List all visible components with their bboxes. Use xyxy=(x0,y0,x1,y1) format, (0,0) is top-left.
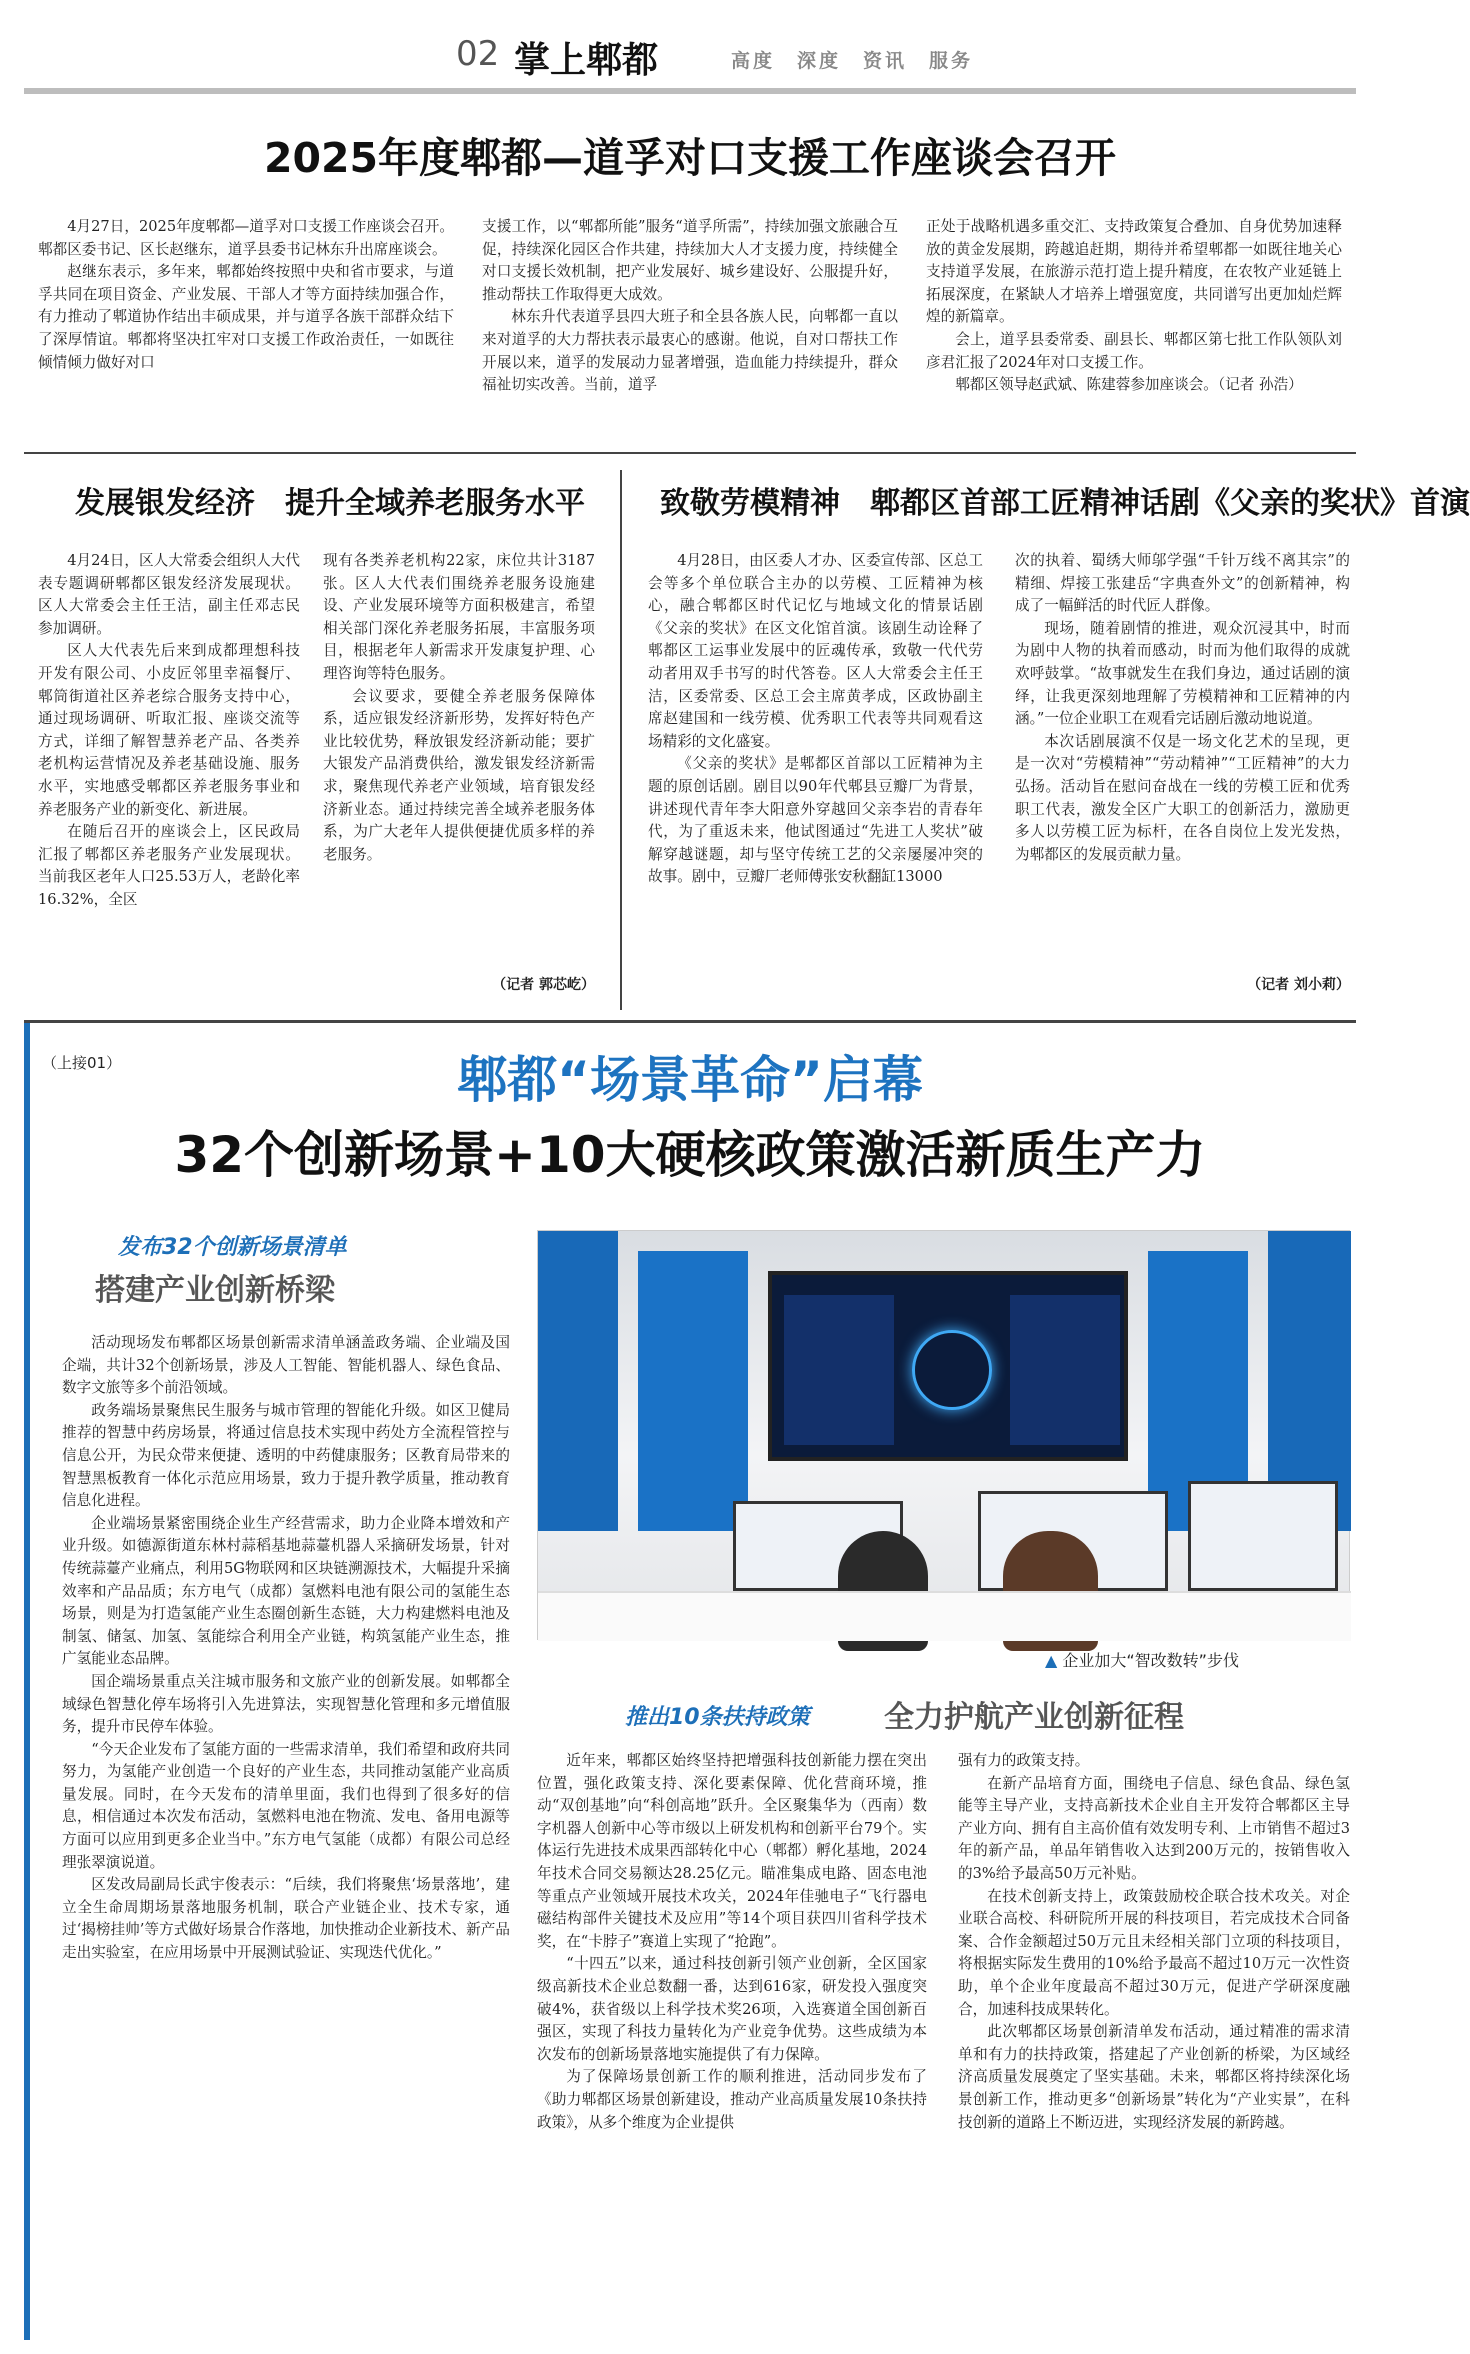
paragraph: 在新产品培育方面，围绕电子信息、绿色食品、绿色氢能等主导产业，支持高新技术企业自主开发符合郫都区主导产业方向、拥有自主高价值有效发明专利、上市销售不超过3年的新产品，单品年销售收入达到200万元的，按销售收入的3%给予最高50万元补贴。 xyxy=(958,1774,1350,1882)
article-3-col-1 xyxy=(648,550,983,889)
article-title-3: 致敬劳模精神 郫都区首部工匠精神话剧《父亲的奖状》首演 xyxy=(660,486,1470,521)
paragraph: 正处于战略机遇多重交汇、支持政策复合叠加、自身优势加速释放的黄金发展期，跨越追赶期，期待并希望郫都一如既往地关心支持道孚发展，在旅游示范打造上提升精度，在农牧产业延链上拓展深度，在紧缺人才培养上增强宽度，共同谱写出更加灿烂辉煌的新篇章。 xyxy=(926,218,1342,326)
paragraph: 区发改局副局长武宇俊表示：“后续，我们将聚焦‘场景落地’，建立全生命周期场景落地服务机制，联合产业链企业、技术专家，通过‘揭榜挂帅’等方式做好场景合作落地，加快推动企业新技术、新产品走出实验室，在应用场景中开展测试验证、实现迭代优化。” xyxy=(62,1876,510,1962)
paragraph: “今天企业发布了氢能方面的一些需求清单，我们希望和政府共同努力，为氢能产业创造一个良好的产业生态，共同推动氢能产业高质量发展。同时，在今天发布的清单里面，我们也得到了很多好的信息，相信通过本次发布活动，氢燃料电池在物流、发电、备用电源等方面可以应用到更多企业当中。”东方电气氢能（成都）有限公司总经理张翠演说道。 xyxy=(62,1740,510,1871)
article-2-col-1 xyxy=(38,550,300,912)
vertical-divider xyxy=(620,470,622,1010)
header-rule xyxy=(24,88,1356,94)
subhead-gray-1: 搭建产业创新桥梁 xyxy=(95,1273,335,1308)
paragraph: 4月28日，由区委人才办、区委宣传部、区总工会等多个单位联合主办的以劳模、工匠精神为核心，融合郫都区时代记忆与地域文化的情景话剧《父亲的奖状》在区文化馆首演。该剧生动诠释了郫都区工运事业发展中的匠魂传承，致敬一代代劳动者用双手书写的时代答卷。区人大常委会主任王洁，区委常委、区总工会主席黄孝成，区政协副主席赵建国和一线劳模、优秀职工代表等共同观看这场精彩的文化盛宴。 xyxy=(648,552,983,750)
paragraph: 国企端场景重点关注城市服务和文旅产业的创新发展。如郫都全域绿色智慧化停车场将引入先进算法，实现智慧化管理和多元增值服务，提升市民停车体验。 xyxy=(62,1672,510,1736)
screen-panel xyxy=(1010,1295,1120,1445)
feature-title-line-2: 32个创新场景+10大硬核政策激活新质生产力 xyxy=(174,1126,1206,1184)
paragraph: 活动现场发布郫都区场景创新需求清单涵盖政务端、企业端及国企端，共计32个创新场景，涉及人工智能、智能机器人、绿色食品、数字文旅等多个前沿领域。 xyxy=(62,1334,510,1397)
paragraph: 在技术创新支持上，政策鼓励校企联合技术攻关。对企业联合高校、科研院所开展的科技项目，若完成技术合同备案、合作金额超过50万元且未经相关部门立项的科技项目，将根据实际发生费用的10%给予最高不超过10万元一次性资助，单个企业年度最高不超过30万元，促进产学研深度融合，加速科技成果转化。 xyxy=(958,1887,1350,2018)
caption-triangle-icon: ▲ xyxy=(1045,1651,1063,1670)
blue-wall-panel xyxy=(638,1251,748,1531)
paragraph: 支援工作，以“郫都所能”服务“道孚所需”，持续加强文旅融合互促，持续深化园区合作共建，持续加大人才支援力度，持续健全对口支援长效机制，把产业发展好、城乡建设好、公服提升好，推动帮扶工作取得更大成效。 xyxy=(482,218,898,303)
article-1-col-1 xyxy=(38,216,454,374)
continued-from-label: （上接01） xyxy=(42,1054,122,1072)
paragraph: 会上，道孚县委常委、副县长、郫都区第七批工作队领队刘彦君汇报了2024年对口支援工作。 xyxy=(926,330,1342,371)
subhead-gray-2: 全力护航产业创新征程 xyxy=(884,1700,1184,1735)
workstation-monitor xyxy=(1188,1481,1338,1591)
paragraph: 区人大代表先后来到成都理想科技开发有限公司、小皮匠邻里幸福餐厅、郫筒街道社区养老综合服务支持中心，通过现场调研、听取汇报、座谈交流等方式，详细了解智慧养老产品、各类养老机构运营情况及养老基础设施、服务水平，实地感受郫都区养老服务事业和养老服务产业的新变化、新进展。 xyxy=(38,642,300,818)
paragraph: 4月27日，2025年度郫都—道孚对口支援工作座谈会召开。郫都区委书记、区长赵继东，道孚县委书记林东升出席座谈会。 xyxy=(38,218,454,258)
video-wall-screen xyxy=(768,1271,1128,1461)
divider xyxy=(24,452,1356,454)
feature-right-col xyxy=(958,1750,1350,2134)
page-number: 02 xyxy=(456,34,500,74)
desk xyxy=(538,1591,1351,1641)
paragraph: 强有力的政策支持。 xyxy=(958,1752,1090,1769)
paragraph: 林东升代表道孚县四大班子和全县各族人民，向郫都一直以来对道孚的大力帮扶表示最衷心的感谢。他说，自对口帮扶工作开展以来，道孚的发展动力显著增强，造血能力持续提升，群众福祉切实改善。当前，道孚 xyxy=(482,308,898,394)
paragraph: 为了保障场景创新工作的顺利推进，活动同步发布了《助力郫都区场景创新建设，推动产业高质量发展10条扶持政策》，从多个维度为企业提供 xyxy=(537,2068,927,2131)
paragraph: 政务端场景聚焦民生服务与城市管理的智能化升级。如区卫健局推荐的智慧中药房场景，将通过信息技术实现中药处方全流程管控与信息公开，为民众带来便捷、透明的中药健康服务；区教育局带来的智慧黑板教育一体化示范应用场景，致力于提升教学质量，推动教育信息化进程。 xyxy=(62,1401,510,1510)
paragraph: 次的执着、蜀绣大师邬学强“千针万线不离其宗”的精细、焊接工张建岳“字典查外文”的创新精神，构成了一幅鲜活的时代匠人群像。 xyxy=(1015,552,1350,615)
caption-text: 企业加大“智改数转”步伐 xyxy=(1062,1651,1239,1670)
paragraph: 《父亲的奖状》是郫都区首部以工匠精神为主题的原创话剧。剧目以90年代郫县豆瓣厂为背景，讲述现代青年李大阳意外穿越回父亲李岩的青春年代，为了重返未来，他试图通过“先进工人奖状”破解穿越谜题，却与坚守传统工艺的父亲屡屡冲突的故事。剧中，豆瓣厂老师傅张安秋翻缸13000 xyxy=(648,755,983,886)
feature-top-rule xyxy=(24,1020,1356,1023)
article-title-1: 2025年度郫都—道孚对口支援工作座谈会召开 xyxy=(263,134,1117,182)
paragraph: 会议要求，要健全养老服务保障体系，适应银发经济新形势，发挥好特色产业比较优势，释放银发经济新动能；要扩大银发产品消费供给，激发银发经济新需求，聚焦现代养老产业领域，培育银发经济新业态。通过持续完善全域养老服务体系，为广大老年人提供便捷优质多样的养老服务。 xyxy=(323,687,595,863)
paragraph: 现有各类养老机构22家，床位共计3187张。区人大代表们围绕养老服务设施建设、产业发展环境等方面积极建言，希望相关部门深化养老服务拓展，丰富服务项目，根据老年人新需求开发康复护理、心理咨询等特色服务。 xyxy=(323,552,595,682)
article-3-col-2 xyxy=(1015,550,1350,866)
feature-mid-col xyxy=(537,1750,927,2134)
article-title-2: 发展银发经济 提升全域养老服务水平 xyxy=(75,486,585,521)
paragraph: 现场，随着剧情的推进，观众沉浸其中，时而为剧中人物的执着而感动，时而为他们取得的成就欢呼鼓掌。“故事就发生在我们身边，通过话剧的演绎，让我更深刻地理解了劳模精神和工匠精神的内涵。”一位企业职工在观看完话剧后激动地说道。 xyxy=(1015,619,1350,728)
screen-panel xyxy=(784,1295,894,1445)
paragraph: 郫都区领导赵武斌、陈建蓉参加座谈会。（记者 孙浩） xyxy=(955,376,1303,394)
byline: （记者 郭芯屹） xyxy=(492,977,595,993)
paragraph: 此次郫都区场景创新清单发布活动，通过精准的需求清单和有力的扶持政策，搭建起了产业创新的桥梁，为区域经济高质量发展奠定了坚实基础。未来，郫都区将持续深化场景创新工作，推动更多“创新场景”转化为“产业实景”，在科技创新的道路上不断迈进，实现经济发展的新跨越。 xyxy=(958,2023,1350,2131)
article-1-col-2 xyxy=(482,216,898,397)
subhead-blue-1: 发布32个创新场景清单 xyxy=(118,1235,347,1260)
photo-caption xyxy=(1045,1648,1239,1671)
paragraph: 本次话剧展演不仅是一场文化艺术的呈现，更是一次对“劳模精神”“劳动精神”“工匠精神”的大力弘扬。活动旨在慰问奋战在一线的劳模工匠和优秀职工代表，激发全区广大职工的创新活力，激励更多人以劳模工匠为标杆，在各自岗位上发光发热，为郫都区的发展贡献力量。 xyxy=(1015,732,1350,863)
byline: （记者 刘小莉） xyxy=(1247,977,1350,993)
paragraph: 近年来，郫都区始终坚持把增强科技创新能力摆在突出位置，强化政策支持、深化要素保障、优化营商环境，推动“双创基地”向“科创高地”跃升。全区聚集华为（西南）数字机器人创新中心等市级以上研发机构和创新平台79个。实体运行先进技术成果西部转化中心（郫都）孵化基地，2024年技术合同交易额达28.25亿元。瞄准集成电路、固态电池等重点产业领域开展技术攻关，2024年佳驰电子“飞行器电磁结构部件关键技术及应用”等14个项目获四川省科学技术奖，在“卡脖子”赛道上实现了“抢跑”。 xyxy=(537,1752,927,1950)
feature-photo xyxy=(537,1230,1350,1640)
paragraph: 4月24日，区人大常委会组织人大代表专题调研郫都区银发经济发展现状。区人大常委会主任王洁，副主任邓志民参加调研。 xyxy=(38,552,300,637)
subhead-blue-2: 推出10条扶持政策 xyxy=(625,1705,810,1730)
paragraph: “十四五”以来，通过科技创新引领产业创新，全区国家级高新技术企业总数翻一番，达到616家，研发投入强度突破4%，获省级以上科学技术奖26项，入选赛道全国创新百强区，实现了科技力量转化为产业竞争优势。这些成绩为本次发布的创新场景落地实施提供了有力保障。 xyxy=(537,1955,927,2063)
blue-wall-panel xyxy=(538,1231,618,1531)
paragraph: 在随后召开的座谈会上，区民政局汇报了郫都区养老服务产业发展现状。当前我区老年人口25.53万人，老龄化率16.32%，全区 xyxy=(38,823,300,908)
paragraph: 赵继东表示，多年来，郫都始终按照中央和省市要求，与道孚共同在项目资金、产业发展、干部人才等方面持续加强合作，有力推动了郫道协作结出丰硕成果，并与道孚各族干部群众结下了深厚情谊。郫都将坚决扛牢对口支援工作政治责任，一如既往倾情倾力做好对口 xyxy=(38,263,454,371)
screen-chart xyxy=(912,1330,992,1410)
page-header xyxy=(24,28,1356,88)
article-2-col-2 xyxy=(323,550,595,866)
paragraph: 企业端场景紧密围绕企业生产经营需求，助力企业降本增效和产业升级。如德源街道东林村蒜稻基地蒜薹机器人采摘研发场景，针对传统蒜薹产业痛点，利用5G物联网和区块链溯源技术，大幅提升采摘效率和产品品质；东方电气（成都）氢燃料电池有限公司的氢能生态场景，则是为打造氢能产业生态圈创新生态链，大力构建燃料电池及制氢、储氢、加氢、氢能综合利用全产业链，构筑氢能产业生态，推广氢能业态品牌。 xyxy=(62,1514,510,1668)
feature-title-line-1: 郫都“场景革命”启幕 xyxy=(457,1051,923,1109)
section-tags: 高度 深度 资讯 服务 xyxy=(731,50,974,72)
feature-left-col xyxy=(62,1332,510,1965)
article-1-col-3 xyxy=(926,216,1342,397)
section-title: 掌上郫都 xyxy=(514,40,659,81)
